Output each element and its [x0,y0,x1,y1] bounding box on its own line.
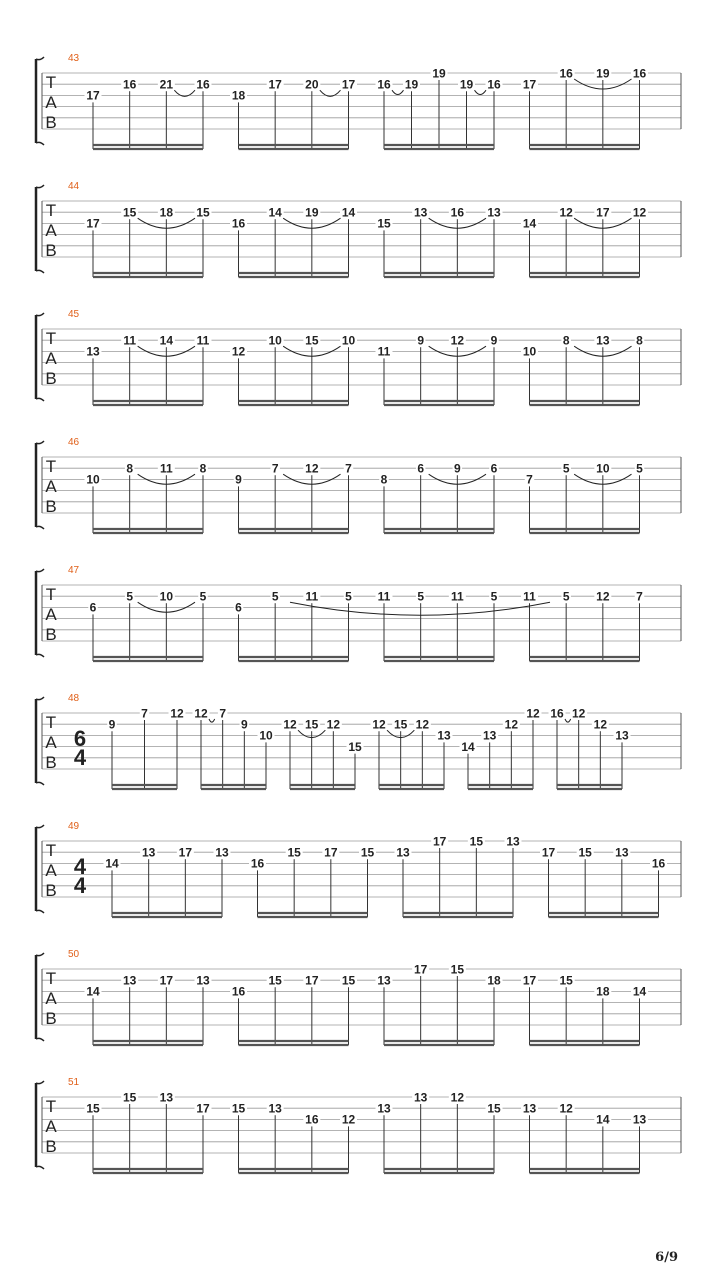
fret-number: 15 [287,845,301,860]
tab-clef-letter: B [45,369,57,388]
measure-number: 43 [68,53,80,64]
fret-number: 16 [487,77,501,92]
fret-number: 13 [268,1101,282,1116]
tab-clef-letter: A [45,733,57,752]
fret-number: 7 [526,472,533,487]
fret-number: 8 [636,333,643,348]
tab-clef-letter: T [45,73,57,92]
fret-number: 13 [159,1090,174,1105]
system-bracket [36,1038,44,1041]
fret-number: 15 [360,845,375,860]
fret-number: 15 [341,973,356,988]
fret-number: 12 [450,333,465,348]
fret-number: 13 [377,1101,391,1116]
tab-clef-letter: B [45,497,57,516]
time-signature-bottom: 4 [73,873,87,898]
fret-number: 13 [615,728,629,743]
fret-number: 12 [632,205,647,220]
fret-number: 5 [562,461,570,476]
fret-number: 19 [404,77,419,92]
tab-clef-letter: B [45,241,57,260]
tab-clef-letter: A [45,1117,57,1136]
system-bracket [36,825,44,828]
fret-number: 15 [450,962,465,977]
fret-number: 12 [415,717,430,732]
fret-number: 12 [231,344,246,359]
fret-number: 5 [199,589,207,604]
fret-number: 11 [523,589,536,604]
fret-number: 15 [559,973,573,988]
fret-number: 13 [615,845,629,860]
fret-number: 15 [304,717,319,732]
tab-clef-letter: T [45,585,57,604]
tie-arc [209,719,215,722]
fret-number: 13 [437,728,451,743]
fret-number: 15 [377,216,391,231]
fret-number: 5 [636,461,643,476]
measure-number: 46 [68,437,80,448]
fret-number: 13 [215,845,229,860]
fret-number: 15 [578,845,592,860]
tab-clef-letter: T [45,201,57,220]
fret-number: 17 [596,205,610,220]
fret-number: 12 [559,1101,573,1116]
fret-number: 13 [596,333,610,348]
fret-number: 11 [305,589,319,604]
system-bracket [36,910,44,913]
fret-number: 17 [413,962,428,977]
tab-clef-letter: A [45,93,57,112]
fret-number: 12 [450,1090,465,1105]
fret-number: 16 [305,1112,319,1127]
fret-number: 15 [393,717,408,732]
measure-number: 47 [68,565,80,576]
tab-clef-letter: A [45,861,57,880]
fret-number: 17 [86,88,100,103]
system-bracket [36,313,44,316]
system-bracket [36,654,44,657]
tab-clef-letter: T [45,457,57,476]
fret-number: 17 [268,77,282,92]
tab-clef-letter: A [45,605,57,624]
fret-number: 13 [377,973,391,988]
tab-clef-letter: A [45,349,57,368]
fret-number: 17 [432,834,447,849]
fret-number: 15 [487,1101,501,1116]
tab-clef-letter: T [45,969,57,988]
fret-number: 12 [194,706,208,721]
fret-number: 5 [345,589,352,604]
fret-number: 13 [396,845,410,860]
page-number: 6/9 [655,1250,678,1265]
tab-clef-letter: A [45,477,57,496]
fret-number: 14 [341,205,356,220]
system-bracket [36,398,44,401]
fret-number: 12 [305,461,319,476]
time-signature-bottom: 4 [73,745,87,770]
fret-number: 12 [372,717,386,732]
tab-clef-letter: B [45,1009,57,1028]
fret-number: 15 [305,333,319,348]
fret-number: 21 [159,77,174,92]
fret-number: 9 [417,333,425,348]
fret-number: 16 [231,984,246,999]
fret-number: 17 [341,77,356,92]
fret-number: 19 [305,205,319,220]
measure-number: 48 [68,693,80,704]
fret-number: 18 [487,973,501,988]
tab-clef-letter: T [45,329,57,348]
fret-number: 15 [231,1101,246,1116]
fret-number: 9 [453,461,461,476]
fret-number: 12 [341,1112,356,1127]
fret-number: 6 [89,600,97,615]
tab-clef-letter: B [45,753,57,772]
fret-number: 16 [632,66,647,81]
fret-number: 16 [196,77,210,92]
system-bracket [36,441,44,444]
tab-clef-letter: A [45,989,57,1008]
fret-number: 7 [271,461,279,476]
fret-number: 7 [636,589,643,604]
fret-number: 15 [348,739,362,754]
fret-number: 19 [459,77,474,92]
fret-number: 18 [231,88,246,103]
fret-number: 7 [345,461,352,476]
fret-number: 16 [377,77,391,92]
fret-number: 12 [596,589,610,604]
fret-number: 8 [380,472,388,487]
fret-number: 13 [522,1101,537,1116]
fret-number: 10 [268,333,282,348]
fret-number: 12 [504,717,519,732]
fret-number: 17 [178,845,193,860]
fret-number: 6 [490,461,498,476]
tab-clef-letter: B [45,881,57,900]
fret-number: 19 [596,66,610,81]
fret-number: 7 [141,706,148,721]
fret-number: 6 [417,461,425,476]
fret-number: 15 [268,973,282,988]
fret-number: 17 [86,216,100,231]
fret-number: 17 [159,973,174,988]
fret-number: 17 [324,845,338,860]
measure-number: 50 [68,949,80,960]
fret-number: 11 [123,333,137,348]
fret-number: 12 [593,717,608,732]
fret-number: 13 [122,973,137,988]
system-bracket [36,185,44,188]
fret-number: 12 [559,205,573,220]
fret-number: 13 [86,344,100,359]
system-bracket [36,57,44,60]
fret-number: 11 [377,344,391,359]
measure-number: 44 [68,181,80,192]
fret-number: 16 [559,66,573,81]
fret-number: 16 [231,216,246,231]
tab-clef-letter: T [45,1097,57,1116]
fret-number: 9 [108,717,116,732]
fret-number: 11 [159,461,173,476]
fret-number: 12 [283,717,297,732]
fret-number: 5 [271,589,279,604]
fret-number: 10 [159,589,174,604]
fret-number: 17 [522,973,537,988]
fret-number: 18 [596,984,610,999]
fret-number: 16 [651,856,666,871]
fret-number: 13 [141,845,156,860]
fret-number: 17 [196,1101,210,1116]
fret-number: 14 [105,856,119,871]
system-bracket [36,782,44,785]
fret-number: 20 [305,77,319,92]
fret-number: 13 [482,728,497,743]
fret-number: 7 [219,706,227,721]
system-bracket [36,1166,44,1169]
slur-arc [290,602,550,615]
tie-arc [392,90,404,94]
fret-number: 11 [450,589,464,604]
fret-number: 17 [522,77,537,92]
fret-number: 12 [571,706,586,721]
fret-number: 13 [632,1112,647,1127]
fret-number: 8 [126,461,134,476]
time-signature-top: 6 [73,726,87,751]
fret-number: 14 [159,333,174,348]
fret-number: 13 [487,205,501,220]
tab-clef-letter: T [45,841,57,860]
fret-number: 13 [413,205,428,220]
fret-number: 13 [506,834,520,849]
fret-number: 15 [86,1101,100,1116]
tab-clef-letter: B [45,113,57,132]
fret-number: 16 [122,77,137,92]
measure-number: 51 [68,1077,80,1088]
fret-number: 13 [196,973,210,988]
fret-number: 10 [341,333,356,348]
fret-number: 11 [196,333,210,348]
measure-number: 45 [68,309,80,320]
fret-number: 17 [305,973,319,988]
fret-number: 10 [522,344,537,359]
fret-number: 13 [413,1090,428,1105]
fret-number: 17 [541,845,556,860]
fret-number: 10 [86,472,100,487]
fret-number: 14 [522,216,537,231]
fret-number: 18 [159,205,174,220]
fret-number: 16 [450,205,465,220]
system-bracket [36,526,44,529]
fret-number: 16 [250,856,265,871]
fret-number: 9 [240,717,248,732]
tie-arc [475,90,487,94]
system-bracket [36,270,44,273]
time-signature-top: 4 [73,854,87,879]
fret-number: 11 [377,589,391,604]
system-bracket [36,569,44,572]
fret-number: 5 [562,589,570,604]
fret-number: 15 [196,205,210,220]
fret-number: 12 [170,706,184,721]
fret-number: 8 [199,461,207,476]
fret-number: 10 [259,728,273,743]
system-bracket [36,142,44,145]
fret-number: 12 [326,717,341,732]
fret-number: 9 [490,333,498,348]
fret-number: 5 [126,589,134,604]
fret-number: 14 [632,984,647,999]
fret-number: 14 [461,739,475,754]
fret-number: 5 [417,589,425,604]
fret-number: 15 [122,205,137,220]
fret-number: 5 [490,589,498,604]
fret-number: 15 [469,834,484,849]
fret-number: 14 [596,1112,610,1127]
fret-number: 10 [596,461,610,476]
fret-number: 9 [235,472,242,487]
fret-number: 19 [432,66,446,81]
system-bracket [36,697,44,700]
tab-clef-letter: T [45,713,57,732]
fret-number: 14 [86,984,100,999]
fret-number: 6 [235,600,242,615]
system-bracket [36,1081,44,1084]
tie-arc [565,719,571,722]
tab-clef-letter: B [45,625,57,644]
fret-number: 8 [562,333,570,348]
fret-number: 16 [550,706,564,721]
tab-clef-letter: A [45,221,57,240]
tab-clef-letter: B [45,1137,57,1156]
fret-number: 14 [268,205,282,220]
fret-number: 12 [526,706,540,721]
fret-number: 15 [122,1090,137,1105]
system-bracket [36,953,44,956]
measure-number: 49 [68,821,80,832]
